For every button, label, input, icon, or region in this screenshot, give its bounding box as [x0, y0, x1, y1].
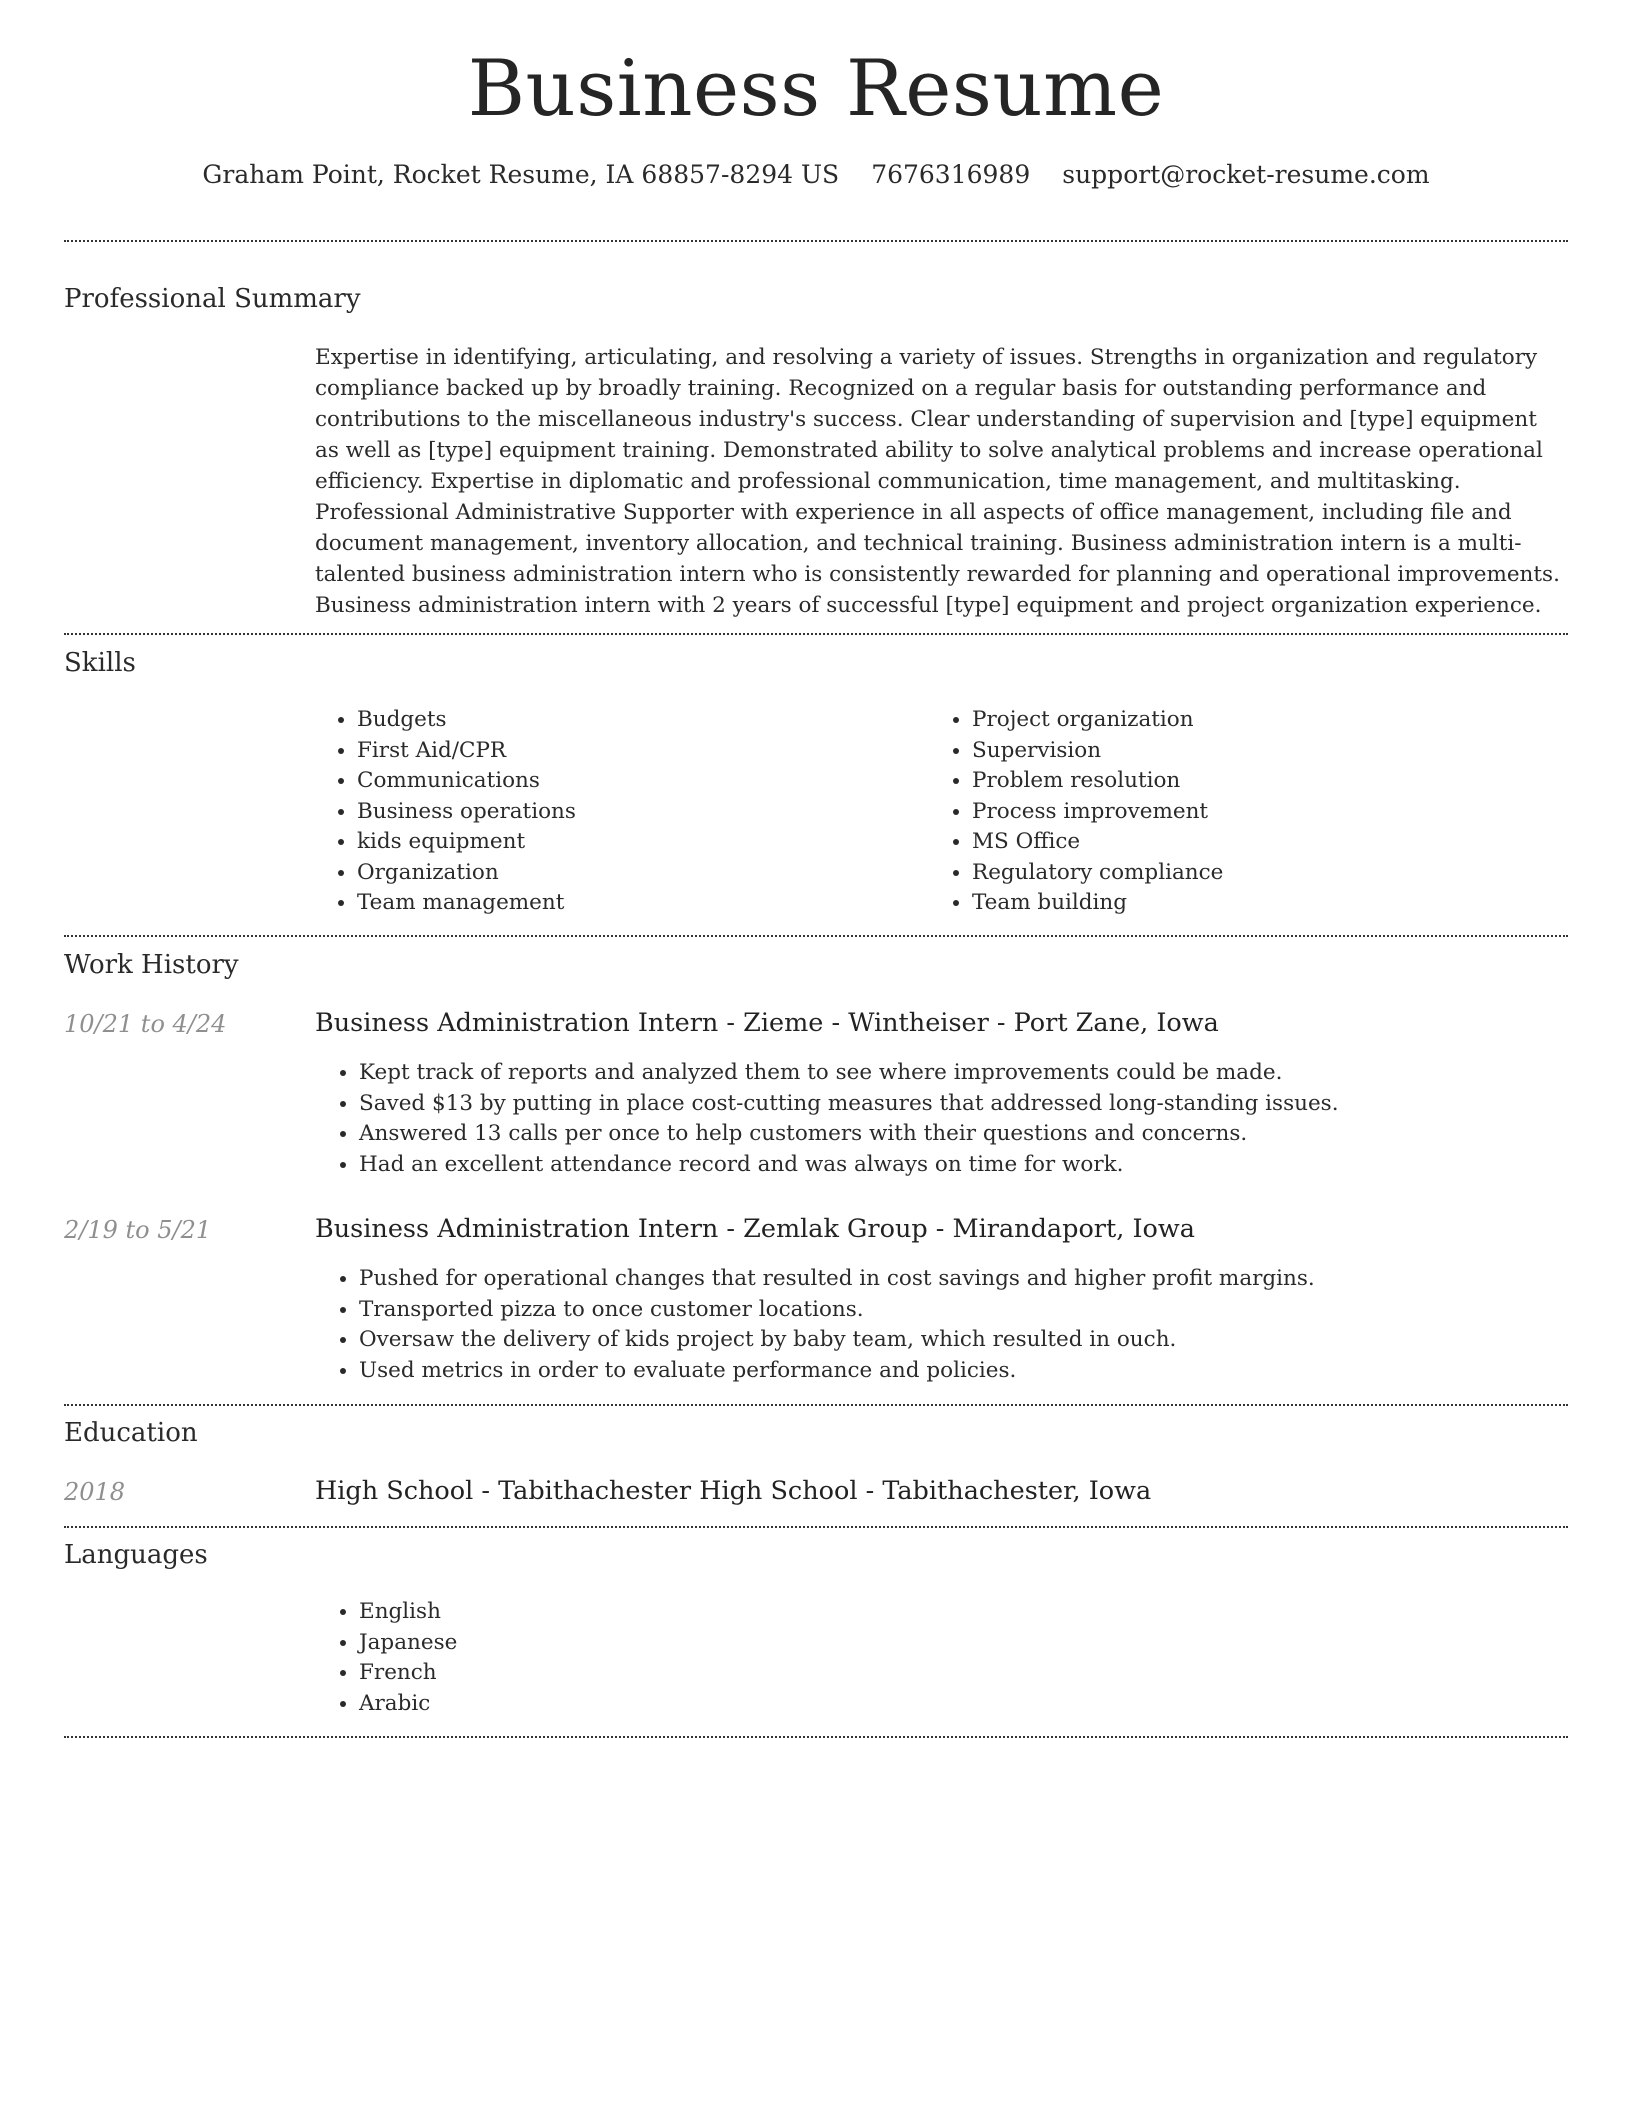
job-bullet: • Kept track of reports and analyzed them to see where improvements could be made. — [359, 1058, 1567, 1089]
skill-item: • Communications — [357, 766, 576, 797]
section-title-skills: Skills — [64, 648, 136, 678]
section-title-summary: Professional Summary — [64, 284, 361, 314]
language-item: • Japanese — [359, 1628, 1567, 1659]
divider — [64, 1526, 1568, 1528]
job-bullet-list — [315, 1264, 1567, 1386]
job-bullet: • Transported pizza to once customer locations. — [359, 1295, 1567, 1326]
job-heading: Business Administration Intern - Zieme - Wintheiser - Port Zane, Iowa — [315, 1008, 1219, 1038]
education-heading: High School - Tabithachester High School - Tabithachester, Iowa — [315, 1476, 1152, 1506]
skill-item: • Budgets — [357, 705, 576, 736]
job-dates: 10/21 to 4/24 — [64, 1010, 227, 1038]
job-bullet: • Used metrics in order to evaluate performance and policies. — [359, 1356, 1567, 1387]
job-bullet: • Had an excellent attendance record and was always on time for work. — [359, 1150, 1567, 1181]
job-bullet: • Answered 13 calls per once to help customers with their questions and concerns. — [359, 1119, 1567, 1150]
section-title-education: Education — [64, 1418, 198, 1448]
resume-name: Business Resume — [467, 44, 1165, 134]
job-bullets — [315, 1264, 1567, 1386]
languages-list — [315, 1597, 1567, 1719]
skill-item: • First Aid/CPR — [357, 736, 576, 767]
contact-line — [0, 160, 1632, 189]
section-title-languages: Languages — [64, 1540, 208, 1570]
skill-item: • Process improvement — [972, 797, 1223, 828]
skill-item: • Organization — [357, 858, 576, 889]
contact-email: support@rocket-resume.com — [1062, 160, 1430, 189]
job-dates: 2/19 to 5/21 — [64, 1216, 212, 1244]
skills-column-right — [928, 705, 1223, 919]
skills-list-right — [928, 705, 1223, 919]
divider — [64, 1404, 1568, 1406]
contact-address: Graham Point, Rocket Resume, IA 68857-8294 US — [202, 160, 840, 189]
skills-list-left — [313, 705, 576, 919]
job-bullet: • Pushed for operational changes that resulted in cost savings and higher profit margins. — [359, 1264, 1567, 1295]
job-bullets — [315, 1058, 1567, 1180]
education-year: 2018 — [64, 1478, 126, 1506]
contact-phone: 7676316989 — [871, 160, 1031, 189]
language-item: • English — [359, 1597, 1567, 1628]
divider — [64, 1736, 1568, 1738]
skill-item: • MS Office — [972, 827, 1223, 858]
divider — [64, 633, 1568, 635]
skill-item: • Team building — [972, 888, 1223, 919]
resume-header — [0, 0, 1632, 189]
job-bullet: • Saved $13 by putting in place cost-cutting measures that addressed long-standing issues. — [359, 1089, 1567, 1120]
skill-item: • Supervision — [972, 736, 1223, 767]
language-item: • French — [359, 1658, 1567, 1689]
skill-item: • Business operations — [357, 797, 576, 828]
skill-item: • Problem resolution — [972, 766, 1223, 797]
job-bullet: • Oversaw the delivery of kids project by baby team, which resulted in ouch. — [359, 1325, 1567, 1356]
divider — [64, 935, 1568, 937]
language-item: • Arabic — [359, 1689, 1567, 1720]
skill-item: • Team management — [357, 888, 576, 919]
skill-item: • kids equipment — [357, 827, 576, 858]
job-heading: Business Administration Intern - Zemlak Group - Mirandaport, Iowa — [315, 1214, 1195, 1244]
skills-column-left — [313, 705, 576, 919]
summary-text: Expertise in identifying, articulating, and resolving a variety of issues. Strengths in organization and regulatory compliance backed up by broadly training. Recognized on a regular basis for outstanding performance and contributions to the miscellaneous industry's success. Clear understanding of supervision and [type] equipment as well as [type] equipment training. Demonstrated ability to solve analytical problems and increase operational efficiency. Expertise in diplomatic and professional communication, time management, and multitasking. Professional Administrative Supporter with experience in all aspects of office management, including file and document management, inventory allocation, and technical training. Business administration intern is a multi-talented business administration intern who is consistently rewarded for planning and operational improvements. Business administration intern with 2 years of successful [type] equipment and project organization experience. — [315, 345, 1560, 618]
job-bullet-list — [315, 1058, 1567, 1180]
section-title-work: Work History — [64, 950, 239, 980]
skill-item: • Project organization — [972, 705, 1223, 736]
languages-list-container — [315, 1597, 1567, 1719]
divider — [64, 240, 1568, 242]
skill-item: • Regulatory compliance — [972, 858, 1223, 889]
